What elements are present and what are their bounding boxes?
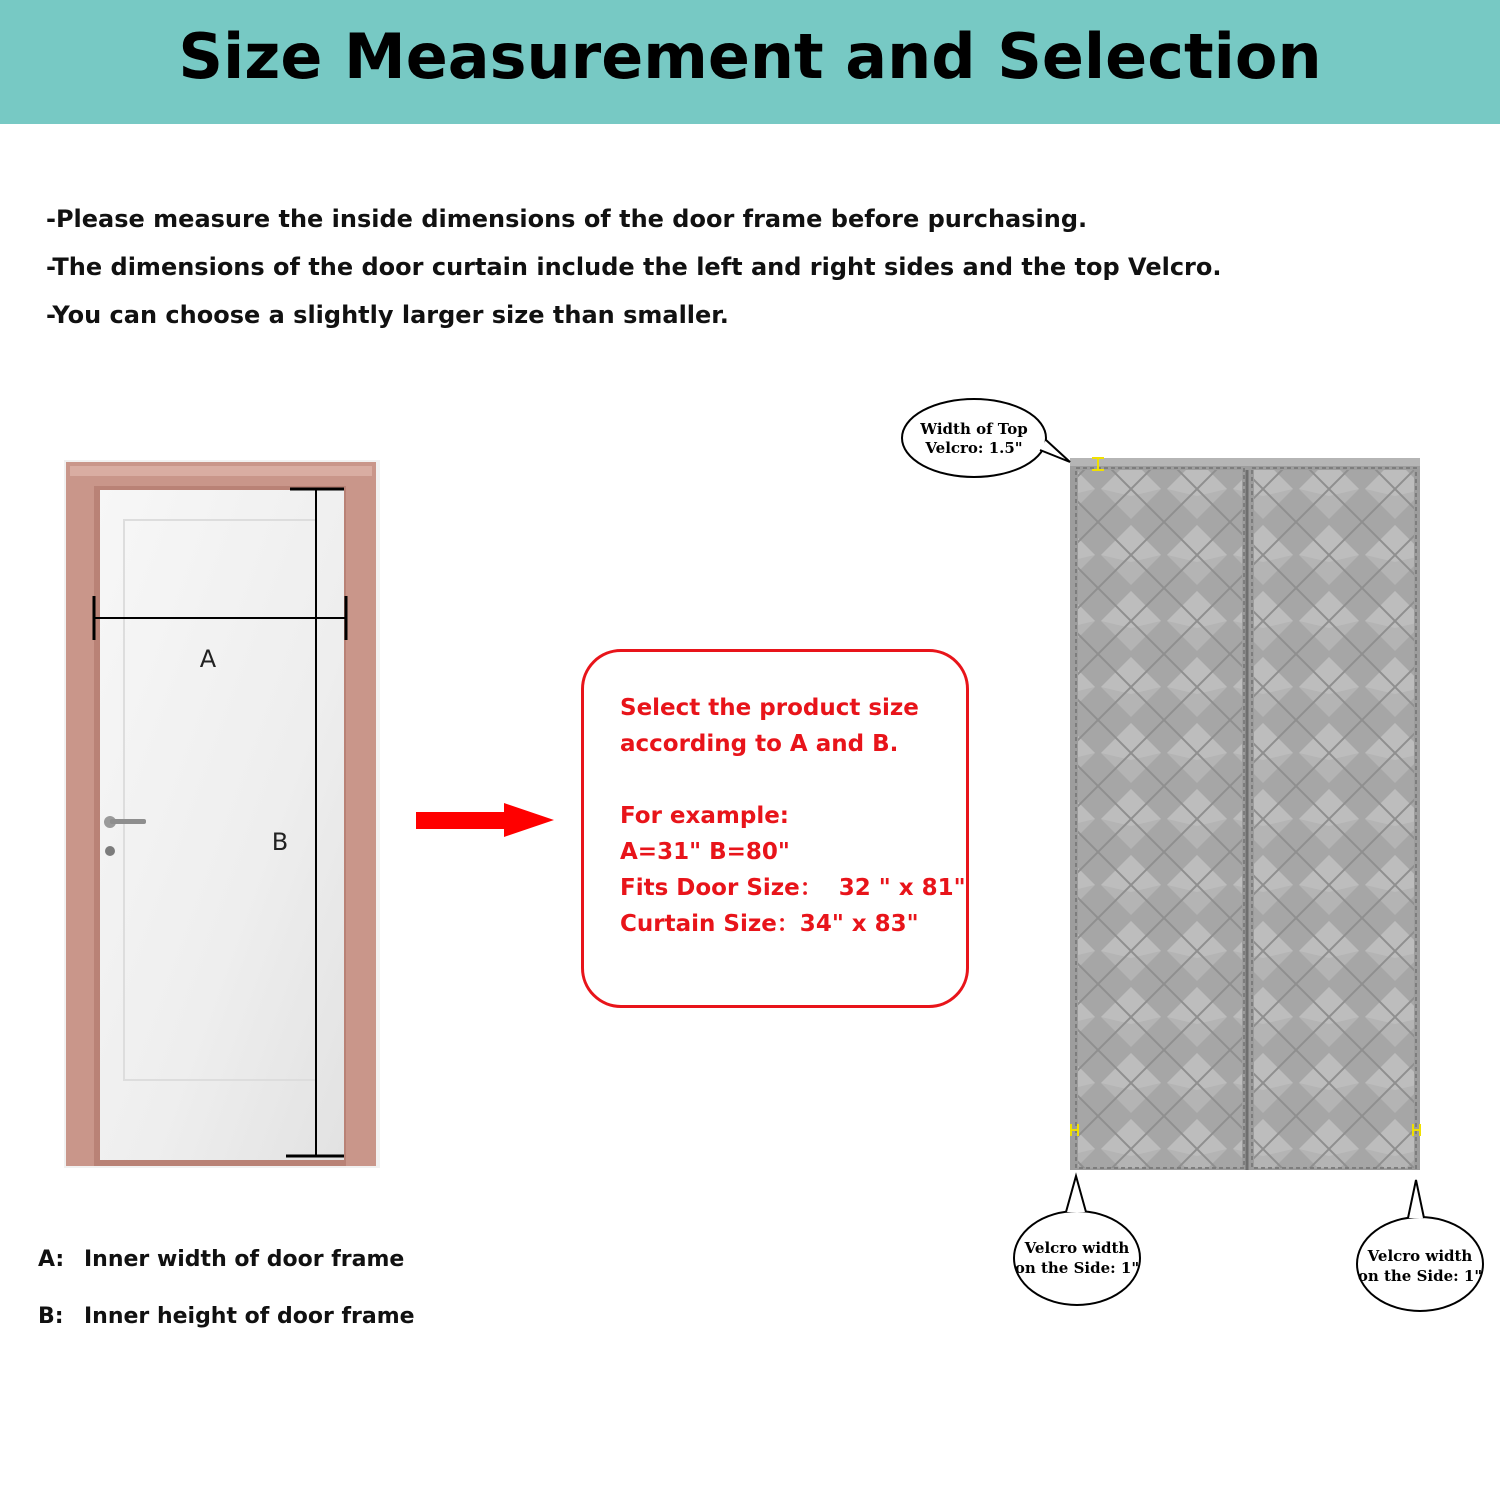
instruction-notes <box>46 200 1221 344</box>
door-diagram-svg <box>64 460 380 1168</box>
right-callout-line1: Velcro width <box>1367 1247 1473 1265</box>
top-velcro-callout <box>902 399 1046 477</box>
curtain-right-panel <box>1254 470 1414 1168</box>
page-title: Size Measurement and Selection <box>178 20 1322 93</box>
example-title: For example: <box>620 803 789 829</box>
right-callout-line2: on the Side: 1" <box>1357 1267 1483 1285</box>
label-a: A <box>199 645 217 673</box>
dimension-legend <box>38 1240 415 1354</box>
legend-text-b: Inner height of door frame <box>84 1304 415 1329</box>
title-banner <box>0 0 1500 124</box>
curtain-illustration <box>900 390 1500 1320</box>
left-callout-line2: on the Side: 1" <box>1014 1259 1140 1277</box>
select-line1: Select the product size <box>620 695 919 721</box>
note-measure: -Please measure the inside dimensions of the door frame before purchasing. <box>46 205 1088 233</box>
door-leaf <box>100 490 344 1160</box>
note-dimensions: -The dimensions of the door curtain include the left and right sides and the top Velcro. <box>46 253 1222 281</box>
top-callout-line2: Velcro: 1.5" <box>925 439 1023 457</box>
note-choose-larger: -You can choose a slightly larger size than smaller. <box>46 301 729 329</box>
select-line2: according to A and B. <box>620 731 899 757</box>
legend-row-a <box>38 1240 415 1297</box>
legend-row-b <box>38 1297 415 1354</box>
door-lock-icon <box>105 846 115 856</box>
left-callout-line1: Velcro width <box>1024 1239 1130 1257</box>
curtain-diagram-svg <box>900 390 1500 1320</box>
example-ab: A=31" B=80" <box>620 839 790 865</box>
curtain-size: Curtain Size：34" x 83" <box>620 911 919 937</box>
label-b: B <box>271 828 289 856</box>
top-callout-line1: Width of Top <box>920 420 1028 438</box>
legend-key-b: B: <box>38 1304 64 1329</box>
legend-text-a: Inner width of door frame <box>84 1247 405 1272</box>
right-arrow-icon <box>416 803 556 844</box>
top-velcro-strip <box>1070 458 1420 466</box>
door-illustration <box>64 460 380 1168</box>
fits-door-size: Fits Door Size： 32 " x 81" <box>620 875 966 901</box>
curtain-left-panel <box>1078 470 1242 1168</box>
left-velcro-callout <box>1014 1211 1140 1305</box>
legend-key-a: A: <box>38 1247 65 1272</box>
